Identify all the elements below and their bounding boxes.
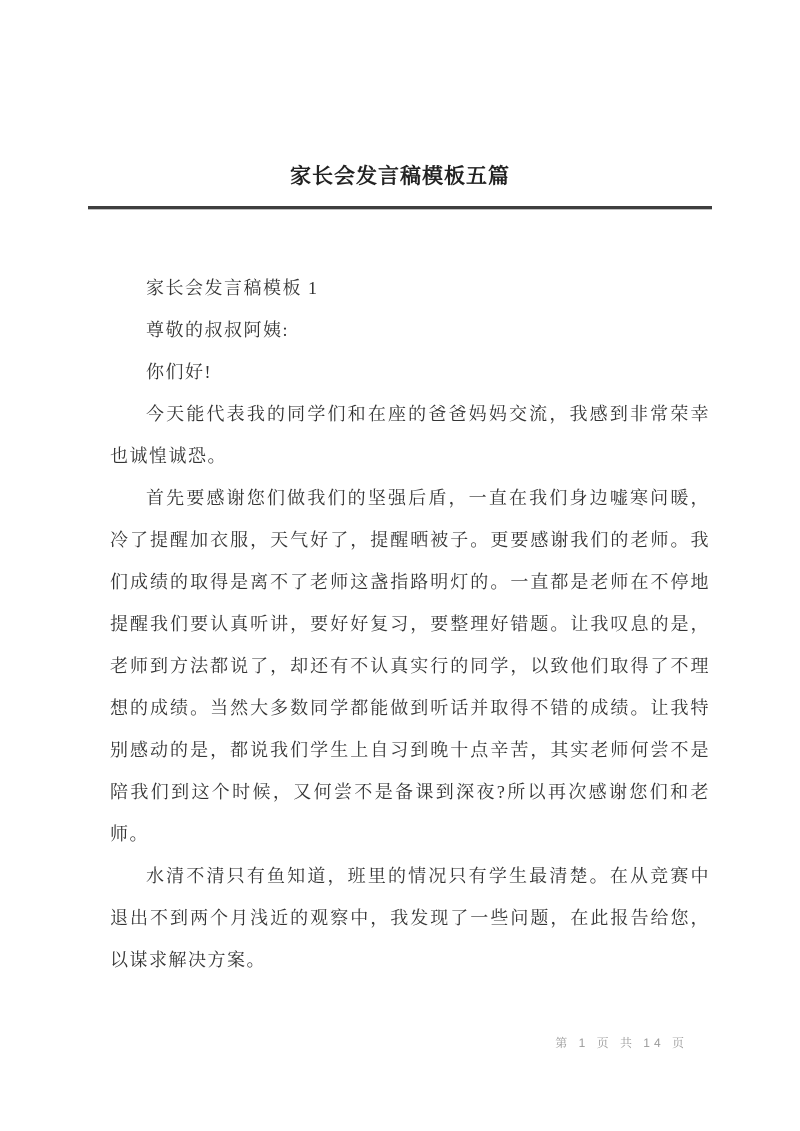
paragraph-thanks: 首先要感谢您们做我们的坚强后盾，一直在我们身边嘘寒问暖，冷了提醒加衣服，天气好了，提醒晒被子。更要感谢我们的老师。我们成绩的取得是离不了老师这盏指路明灯的。一直都是老师在不停地提醒我们要认真听讲，要好好复习，要整理好错题。让我叹息的是，老师到方法都说了，却还有不认真实行的同学，以致他们取得了不理想的成绩。当然大多数同学都能做到听话并取得不错的成绩。让我特别感动的是，都说我们学生上自习到晚十点辛苦，其实老师何尝不是陪我们到这个时候，又何尝不是备课到深夜?所以再次感谢您们和老师。	[110, 488, 710, 844]
paragraph-greeting: 你们好!	[146, 362, 212, 382]
page-footer	[555, 1034, 688, 1051]
page-number-text: 第 1 页 共 14 页	[555, 1036, 688, 1050]
paragraph-report: 水清不清只有鱼知道，班里的情况只有学生最清楚。在从竞赛中退出不到两个月浅近的观察中，我发现了一些问题，在此报告给您，以谋求解决方案。	[110, 866, 710, 970]
document-body	[110, 267, 710, 981]
paragraph-intro: 今天能代表我的同学们和在座的爸爸妈妈交流，我感到非常荣幸也诚惶诚恐。	[110, 404, 710, 466]
document-title: 家长会发言稿模板五篇	[290, 164, 510, 188]
paragraph-salutation: 尊敬的叔叔阿姨:	[146, 320, 290, 340]
title-divider	[88, 206, 712, 209]
paragraph-heading: 家长会发言稿模板 1	[146, 278, 319, 298]
